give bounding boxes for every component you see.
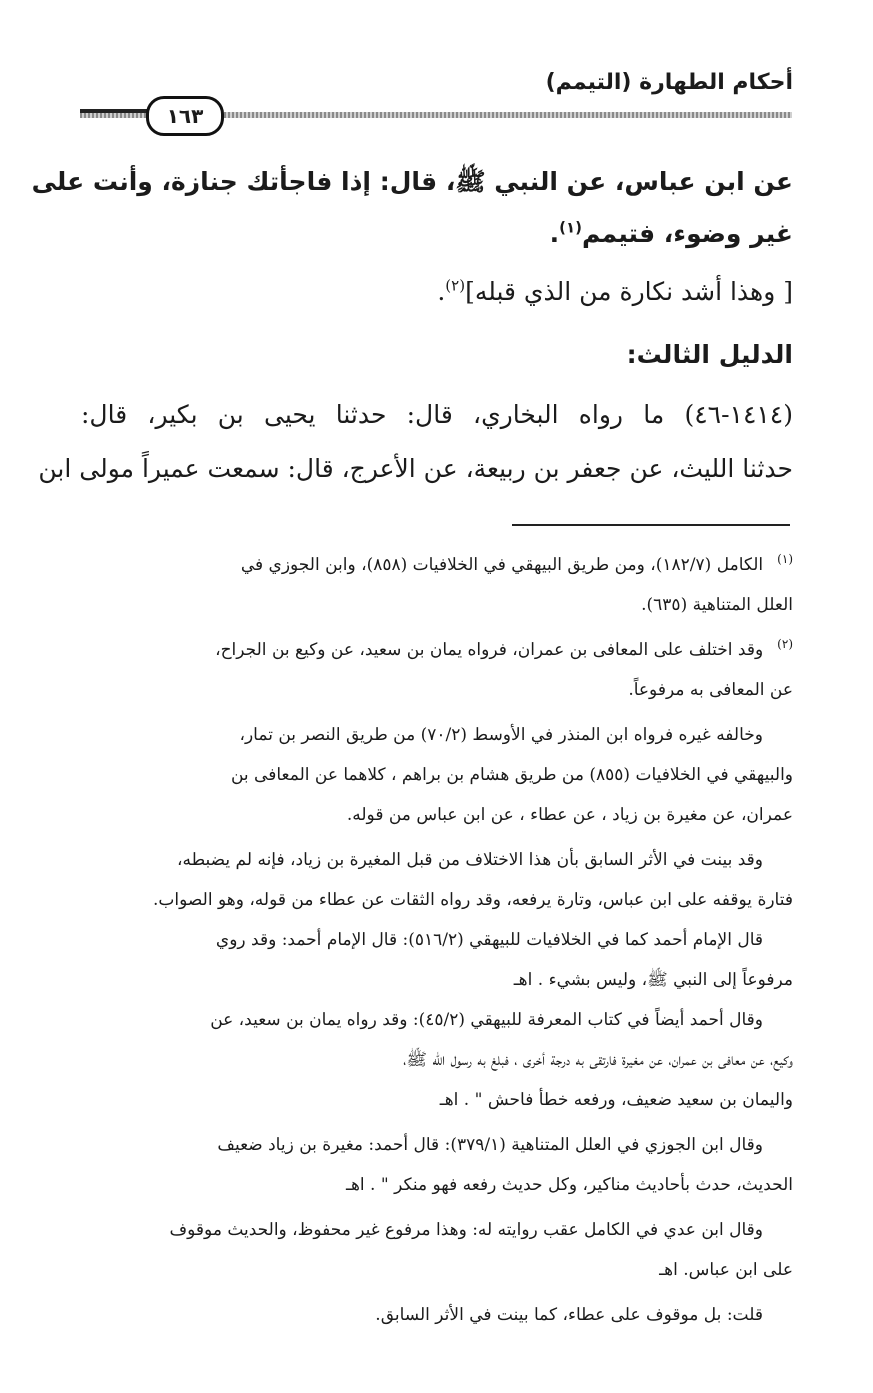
footnote-number-1: (١) (777, 552, 793, 567)
footnote-line (81, 635, 793, 665)
body-line-3-end: . (437, 277, 446, 306)
body-line-2-text: غير وضوء، فتيمم (581, 219, 793, 248)
body-line-3-text: [ وهذا أشد نكارة من الذي قبله] (465, 277, 793, 306)
footnote-line: فتارة يوقفه على ابن عباس، وتارة يرفعه، وقد رواه الثقات عن عطاء من قوله، وهو الصواب. (153, 890, 793, 910)
footnote-ref-1: (١) (559, 218, 582, 237)
footnote-line: وكيع، عن معافى بن عمران، عن مغيرة فارتقى به درجة أخرى ، فبلغ به رسول الله ﷺ، (403, 1050, 793, 1070)
footnote-line: مرفوعاً إلى النبي ﷺ، وليس بشيء . اهـ (513, 970, 793, 990)
footnote-line: عن المعافى به مرفوعاً. (628, 680, 793, 700)
footnote-line: العلل المتناهية (٦٣٥). (641, 595, 793, 615)
footnote-line: الحديث، حدث بأحاديث مناكير، وكل حديث رفعه فهو منكر " . اهـ (345, 1175, 793, 1195)
footnote-line: عمران، عن مغيرة بن زياد ، عن عطاء ، عن ابن عباس من قوله. (346, 805, 793, 825)
body-line-6: حدثنا الليث، عن جعفر بن ربيعة، عن الأعرج، قال: سمعت عميراً مولى ابن (38, 454, 793, 483)
body-line-1: عن ابن عباس، عن النبي ﷺ، قال: إذا فاجأتك جنازة، وأنت على (31, 167, 793, 196)
section-heading: الدليل الثالث: (626, 340, 793, 369)
footnote-text: وقد اختلف على المعافى بن عمران، فرواه يمان بن سعيد، عن وكيع بن الجراح، (215, 640, 764, 660)
body-line-2 (81, 214, 793, 254)
footnote-ref-2: (٢) (445, 276, 466, 295)
footnote-line (81, 550, 793, 580)
body-line-2-end: . (549, 219, 560, 248)
footnote-line: وخالفه غيره فرواه ابن المنذر في الأوسط (٧٠/٢) من طريق النصر بن تمار، (239, 725, 763, 745)
footnote-line: وقال أحمد أيضاً في كتاب المعرفة للبيهقي (٤٥/٢): وقد رواه يمان بن سعيد، عن (210, 1010, 763, 1030)
footnote-number-2: (٢) (777, 637, 793, 652)
body-line-3 (81, 272, 793, 312)
footnote-line: واليمان بن سعيد ضعيف، ورفعه خطأ فاحش " . اهـ (439, 1090, 793, 1110)
footnote-divider (512, 524, 790, 526)
page-number: ١٦٣ (146, 96, 224, 136)
running-header-title: أحكام الطهارة (التيمم) (545, 70, 793, 95)
footnote-line: وقال ابن عدي في الكامل عقب روايته له: وهذا مرفوع غير محفوظ، والحديث موقوف (169, 1220, 763, 1240)
body-line-5: (١٤١٤-٤٦) ما رواه البخاري، قال: حدثنا يحيى بن بكير، قال: (81, 400, 793, 429)
footnote-line: وقال ابن الجوزي في العلل المتناهية (٣٧٩/١): قال أحمد: مغيرة بن زياد ضعيف (217, 1135, 763, 1155)
footnote-line: قلت: بل موقوف على عطاء، كما بينت في الأثر السابق. (375, 1305, 763, 1325)
footnote-line: على ابن عباس. اهـ (659, 1260, 793, 1280)
footnote-line: قال الإمام أحمد كما في الخلافيات للبيهقي (٥١٦/٢): قال الإمام أحمد: وقد روي (215, 930, 763, 950)
footnote-line: وقد بينت في الأثر السابق بأن هذا الاختلاف من قبل المغيرة بن زياد، فإنه لم يضبطه، (177, 850, 763, 870)
header-rule-accent (80, 109, 148, 113)
footnote-line: والبيهقي في الخلافيات (٨٥٥) من طريق هشام بن براهم ، كلاهما عن المعافى بن (230, 765, 793, 785)
footnote-text: الكامل (١٨٢/٧)، ومن طريق البيهقي في الخلافيات (٨٥٨)، وابن الجوزي في (240, 555, 764, 575)
